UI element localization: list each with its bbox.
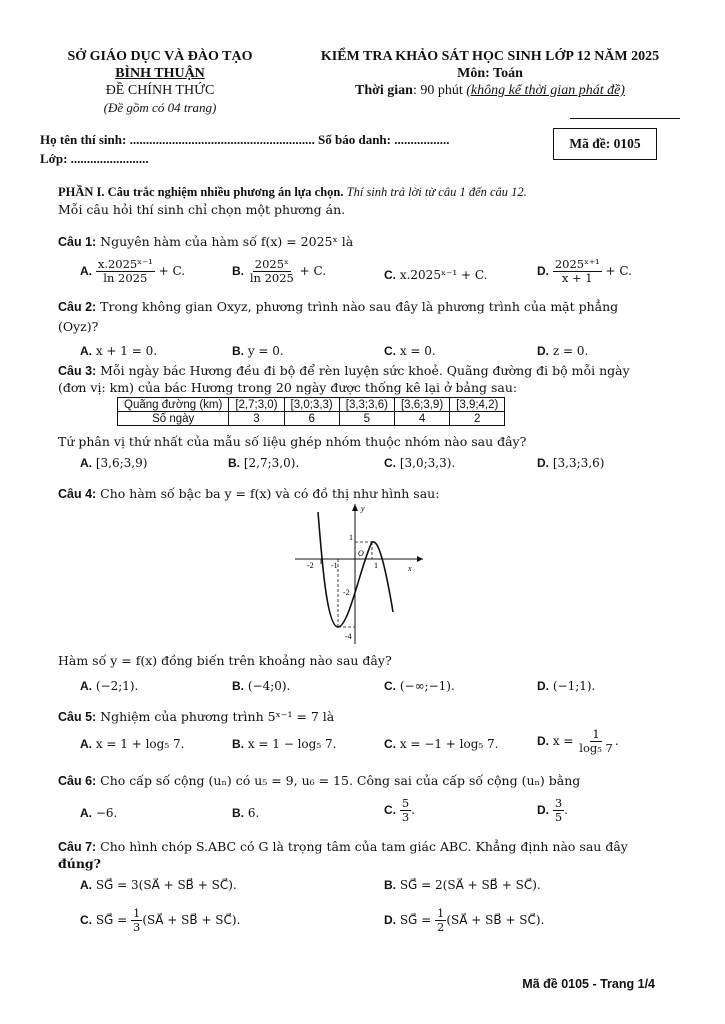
class-field: Lớp: ........................: [40, 151, 149, 166]
q3-text: Mỗi ngày bác Hương đều đi bộ để rèn luyện sức khoẻ. Quãng đường đi bộ mỗi ngày: [96, 363, 630, 378]
q6-d-key: D.: [537, 803, 549, 817]
q7-c-tail: (SA⃗ + SB⃗ + SC⃗).: [142, 913, 241, 927]
q1-c-key: C.: [384, 268, 396, 282]
q7-stem: [58, 838, 688, 856]
q5-option-a[interactable]: [80, 737, 184, 751]
q6-option-c[interactable]: [384, 797, 415, 824]
table-row: [118, 412, 505, 426]
table-cell: 2: [450, 412, 505, 426]
q2-label: Câu 2:: [58, 300, 97, 314]
graph-label-xneg1: -1: [331, 561, 338, 570]
q3-d-key: D.: [537, 456, 549, 470]
q5-a-key: A.: [80, 737, 92, 751]
q6-d-num: 3: [554, 796, 563, 810]
q7-c-pre: SG⃗ =: [95, 913, 128, 927]
q6-d-tail: .: [564, 803, 568, 817]
table-cell: [3,6;3,9): [394, 398, 449, 412]
q1-d-tail: + C.: [605, 264, 632, 278]
q6-text: Cho cấp số cộng (uₙ) có u₅ = 9, u₆ = 15. Công sai của cấp số cộng (uₙ) bằng: [96, 773, 581, 788]
q1-d-num: 2025ˣ⁺¹: [554, 257, 600, 271]
q5-b-key: B.: [232, 737, 244, 751]
q7-d-den: 2: [437, 920, 445, 934]
q5-c-text: x = −1 + log₅ 7.: [399, 737, 499, 751]
q3-d-text: [3,3;3,6): [552, 456, 605, 470]
q7-c-frac: [131, 907, 142, 934]
q4-d-key: D.: [537, 679, 549, 693]
q1-option-c[interactable]: [384, 268, 487, 282]
q1-c-text: x.2025ˣ⁻¹ + C.: [399, 268, 488, 282]
official-label: ĐỀ CHÍNH THỨC: [105, 83, 215, 98]
part1-title: PHẦN I. Câu trắc nghiệm nhiều phương án lựa chọn.: [58, 185, 344, 199]
q4-c-key: C.: [384, 679, 396, 693]
header-underline: [570, 118, 680, 119]
q1-text: Nguyên hàm của hàm số f(x) = 2025ˣ là: [96, 234, 354, 249]
q4-label: Câu 4:: [58, 487, 97, 501]
graph-label-x: x: [408, 564, 412, 573]
q3-question: Tứ phân vị thứ nhất của mẫu số liệu ghép nhóm thuộc nhóm nào sau đây?: [58, 434, 527, 449]
q2-option-d[interactable]: [537, 344, 588, 358]
q3-c-text: [3,0;3,3).: [399, 456, 456, 470]
q4-question: Hàm số y = f(x) đồng biến trên khoảng nào sau đây?: [58, 653, 392, 668]
q6-d-frac: [553, 797, 564, 824]
header-left: [40, 48, 280, 116]
table-row: [118, 398, 505, 412]
q1-a-tail: + C.: [158, 264, 186, 278]
q5-d-num: 1: [592, 727, 600, 741]
part1-instructions: [58, 183, 678, 201]
table-cell: 4: [394, 412, 449, 426]
q1-d-key: D.: [537, 264, 549, 278]
graph-label-origin: O: [358, 549, 364, 558]
q2-option-c[interactable]: [384, 344, 436, 358]
q6-a-key: A.: [80, 806, 92, 820]
q7-b-key: B.: [384, 878, 396, 892]
q6-c-den: 3: [401, 810, 410, 824]
q5-d-frac: [577, 728, 615, 755]
q6-c-key: C.: [384, 803, 396, 817]
graph-label-y1: 1: [349, 533, 353, 542]
q6-c-frac: [400, 797, 411, 824]
q7-b-text: SG⃗ = 2(SA⃗ + SB⃗ + SC⃗).: [399, 878, 541, 892]
q7-c-den: 3: [133, 920, 141, 934]
q6-b-text: 6.: [247, 806, 260, 820]
part1-instr1: Thí sinh trả lời từ câu 1 đến câu 12.: [343, 185, 527, 199]
y-axis-arrow: [352, 504, 358, 511]
q3-stem: [58, 362, 688, 380]
q6-option-d[interactable]: [537, 797, 568, 824]
q4-c-text: (−∞;−1).: [399, 679, 455, 693]
q4-b-text: (−4;0).: [247, 679, 291, 693]
q6-option-b[interactable]: [232, 806, 259, 820]
q3-text2: (đơn vị: km) của bác Hương trong 20 ngày được thống kê lại ở bảng sau:: [58, 380, 518, 395]
q3-a-text: [3,6;3,9): [95, 456, 148, 470]
q4-text: Cho hàm số bậc ba y = f(x) và có đồ thị như hình sau:: [96, 486, 440, 501]
student-name-field: Họ tên thí sinh: .........................................................: [40, 132, 315, 147]
q3-option-c[interactable]: [384, 456, 455, 470]
q7-d-tail: (SA⃗ + SB⃗ + SC⃗).: [446, 913, 545, 927]
q1-b-frac: [248, 258, 296, 285]
q1-b-den: ln 2025: [249, 271, 294, 285]
q7-d-pre: SG⃗ =: [399, 913, 432, 927]
q1-a-den: ln 2025: [103, 271, 148, 285]
q3-a-key: A.: [80, 456, 92, 470]
q1-option-a[interactable]: [80, 258, 185, 285]
table-cell: [3,9;4,2): [450, 398, 505, 412]
q5-b-text: x = 1 − log₅ 7.: [247, 737, 337, 751]
q7-d-frac: [435, 907, 446, 934]
q7-option-b[interactable]: [384, 878, 541, 892]
q1-option-b[interactable]: [232, 258, 326, 285]
table-cell: [2,7;3,0): [229, 398, 284, 412]
q7-option-d[interactable]: [384, 907, 544, 934]
q4-a-text: (−2;1).: [95, 679, 139, 693]
q6-label: Câu 6:: [58, 774, 97, 788]
q5-option-c[interactable]: [384, 737, 498, 751]
table-cell: [3,3;3,6): [339, 398, 394, 412]
q3-option-b[interactable]: [228, 456, 299, 470]
q3-option-a[interactable]: [80, 456, 147, 470]
part1-instr2: Mỗi câu hỏi thí sinh chỉ chọn một phương án.: [58, 202, 346, 217]
graph-label-xneg2: -2: [307, 561, 314, 570]
q7-text: Cho hình chóp S.ABC có G là trọng tâm của tam giác ABC. Khẳng định nào sau đây: [96, 839, 628, 854]
department-name: SỞ GIÁO DỤC VÀ ĐÀO TẠO: [67, 49, 253, 64]
q4-option-b[interactable]: [232, 679, 290, 693]
province-name: BÌNH THUẬN: [115, 66, 205, 81]
q2-stem: [58, 298, 678, 316]
q5-text: Nghiệm của phương trình 5ˣ⁻¹ = 7 là: [96, 709, 335, 724]
time-info: [300, 82, 680, 99]
q2-c-key: C.: [384, 344, 396, 358]
graph-label-x1: 1: [374, 561, 378, 570]
q3-frequency-table: [117, 397, 505, 426]
q1-b-key: B.: [232, 264, 244, 278]
q5-a-text: x = 1 + log₅ 7.: [95, 737, 185, 751]
q4-b-key: B.: [232, 679, 244, 693]
q6-c-num: 5: [401, 796, 410, 810]
pages-note: (Đề gồm có 04 trang): [103, 100, 217, 115]
q6-a-text: −6.: [95, 806, 118, 820]
q7-option-c[interactable]: [80, 907, 240, 934]
q1-b-num: 2025ˣ: [254, 257, 289, 271]
q1-b-tail: + C.: [299, 264, 327, 278]
q7-label: Câu 7:: [58, 840, 97, 854]
time-note: (không kể thời gian phát đề): [466, 83, 625, 98]
table-cell: Quãng đường (km): [118, 398, 229, 412]
q7-option-a[interactable]: [80, 878, 237, 892]
q6-option-a[interactable]: [80, 806, 117, 820]
q2-c-text: x = 0.: [399, 344, 436, 358]
q4-option-d[interactable]: [537, 679, 595, 693]
graph-label-yneg4: -4: [345, 632, 352, 641]
q2-d-key: D.: [537, 344, 549, 358]
q3-b-key: B.: [228, 456, 240, 470]
q5-stem: [58, 708, 334, 726]
time-label: Thời gian: [355, 83, 413, 98]
q1-d-den: x + 1: [561, 271, 593, 285]
q6-stem: [58, 772, 688, 790]
x-axis-arrow: [417, 556, 423, 562]
q2-text: Trong không gian Oxyz, phương trình nào sau đây là phương trình của mặt phẳng: [96, 299, 619, 314]
q5-d-pre: x =: [552, 734, 574, 748]
q2-d-text: z = 0.: [552, 344, 589, 358]
q5-option-d[interactable]: [537, 728, 619, 755]
q5-d-key: D.: [537, 734, 549, 748]
subject: Môn: Toán: [457, 66, 523, 81]
q4-a-key: A.: [80, 679, 92, 693]
q3-label: Câu 3:: [58, 364, 97, 378]
q5-label: Câu 5:: [58, 710, 97, 724]
graph-label-y: y: [361, 504, 365, 513]
q3-b-text: [2,7;3,0).: [243, 456, 300, 470]
q7-d-num: 1: [437, 906, 445, 920]
q2-b-text: y = 0.: [247, 344, 284, 358]
time-value: : 90 phút: [412, 83, 467, 98]
q6-c-tail: .: [411, 803, 415, 817]
q5-d-tail: .: [614, 734, 619, 748]
q2-option-a[interactable]: [80, 344, 157, 358]
q3-c-key: C.: [384, 456, 396, 470]
q1-stem: [58, 233, 353, 251]
q1-a-frac: [96, 258, 155, 285]
q5-option-b[interactable]: [232, 737, 336, 751]
q4-option-c[interactable]: [384, 679, 455, 693]
graph-label-yneg2: -2: [343, 588, 350, 597]
q7-text2: đúng?: [58, 856, 101, 871]
table-cell: 3: [229, 412, 284, 426]
page-footer: Mã đề 0105 - Trang 1/4: [522, 977, 655, 991]
q1-option-d[interactable]: [537, 258, 632, 285]
exam-code-box: Mã đề: 0105: [553, 128, 657, 160]
q1-a-num: x.2025ˣ⁻¹: [97, 257, 153, 271]
q3-option-d[interactable]: [537, 456, 604, 470]
table-cell: 6: [284, 412, 339, 426]
q7-a-text: SG⃗ = 3(SA⃗ + SB⃗ + SC⃗).: [95, 878, 237, 892]
q7-c-key: C.: [80, 913, 92, 927]
exam-title: KIỂM TRA KHẢO SÁT HỌC SINH LỚP 12 NĂM 2025: [320, 49, 660, 64]
q7-a-key: A.: [80, 878, 92, 892]
table-cell: Số ngày: [118, 412, 229, 426]
q1-a-key: A.: [80, 264, 92, 278]
q1-d-frac: [553, 258, 602, 285]
q2-text2: (Oyz)?: [58, 319, 99, 334]
q2-option-b[interactable]: [232, 344, 284, 358]
student-id-field: Số báo danh: .................: [318, 132, 450, 147]
q1-label: Câu 1:: [58, 235, 97, 249]
q2-a-text: x + 1 = 0.: [95, 344, 158, 358]
header-right: [300, 48, 680, 99]
q2-b-key: B.: [232, 344, 244, 358]
q7-d-key: D.: [384, 913, 396, 927]
table-cell: [3,0;3,3): [284, 398, 339, 412]
q4-cubic-graph: [295, 502, 425, 644]
q4-stem: [58, 485, 439, 503]
q2-a-key: A.: [80, 344, 92, 358]
table-cell: 5: [339, 412, 394, 426]
q5-c-key: C.: [384, 737, 396, 751]
q7-c-num: 1: [133, 906, 141, 920]
q6-d-den: 5: [554, 810, 563, 824]
q4-option-a[interactable]: [80, 679, 138, 693]
q4-d-text: (−1;1).: [552, 679, 596, 693]
q5-d-den: log₅ 7: [579, 741, 613, 755]
q6-b-key: B.: [232, 806, 244, 820]
